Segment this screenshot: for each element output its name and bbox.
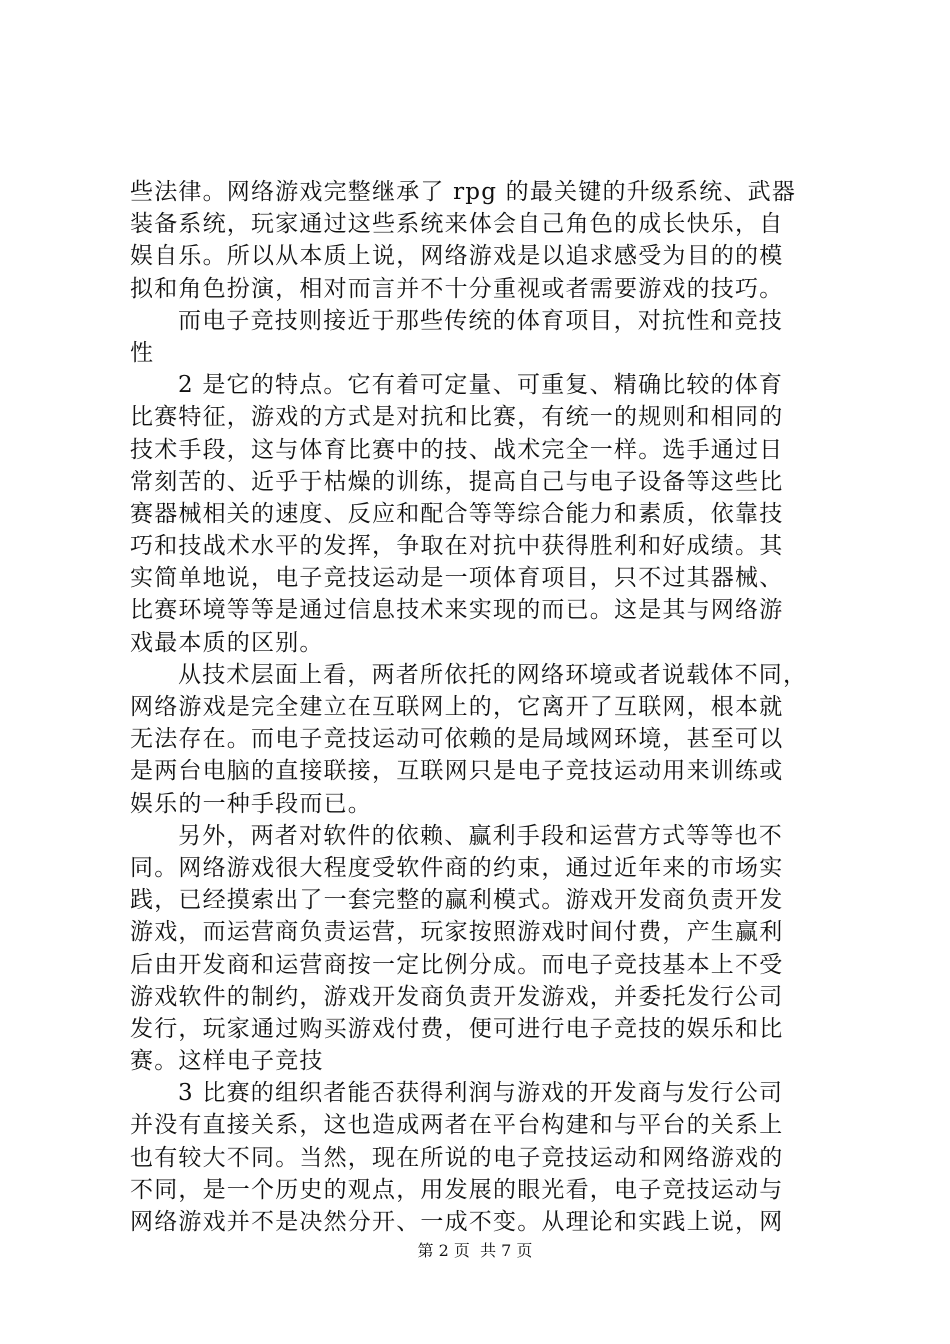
text-line: 实简单地说，电子竞技运动是一项体育项目，只不过其器械、 [130, 565, 784, 592]
text-line: 不同，是一个历史的观点，用发展的眼光看，电子竞技运动与 [130, 1176, 784, 1203]
text-line: 娱自乐。所以从本质上说，网络游戏是以追求感受为目的的模 [130, 243, 784, 270]
text-line: 2 是它的特点。它有着可定量、可重复、精确比较的体育 [178, 372, 784, 399]
text-line: 也有较大不同。当然，现在所说的电子竞技运动和网络游戏的 [130, 1144, 784, 1171]
text-line: 装备系统，玩家通过这些系统来体会自己角色的成长快乐，自 [130, 211, 784, 238]
text-line: 同。网络游戏很大程度受软件商的约束，通过近年来的市场实 [130, 854, 784, 881]
text-line: 些法律。网络游戏完整继承了 rpg 的最关键的升级系统、武器 [130, 179, 797, 205]
text-line: 游戏，而运营商负责运营，玩家按照游戏时间付费，产生赢利 [130, 919, 784, 946]
text-line: 而电子竞技则接近于那些传统的体育项目，对抗性和竞技 [178, 307, 783, 334]
text-line: 常刻苦的、近乎于枯燥的训练，提高自己与电子设备等这些比 [130, 468, 784, 495]
text-line: 技术手段，这与体育比赛中的技、战术完全一样。选手通过日 [130, 436, 784, 463]
text-line: 无法存在。而电子竞技运动可依赖的是局域网环境，甚至可以 [130, 726, 784, 753]
text-line: 践，已经摸索出了一套完整的赢利模式。游戏开发商负责开发 [130, 887, 784, 914]
text-line: 网络游戏并不是决然分开、一成不变。从理论和实践上说，网 [130, 1209, 784, 1235]
footer-spacer [470, 1241, 480, 1260]
text-line: 比赛特征，游戏的方式是对抗和比赛，有统一的规则和相同的 [130, 404, 784, 431]
page-total: 共 7 页 [480, 1241, 533, 1260]
text-line: 另外，两者对软件的依赖、赢利手段和运营方式等等也不 [178, 822, 783, 849]
page-footer [0, 1241, 950, 1261]
text-line: 后由开发商和运营商按一定比例分成。而电子竞技基本上不受 [130, 951, 784, 978]
text-line: 从技术层面上看，两者所依托的网络环境或者说载体不同， [178, 661, 808, 688]
text-line: 赛。这样电子竞技 [130, 1048, 324, 1075]
page-number: 第 2 页 [417, 1241, 470, 1260]
text-line: 比赛环境等等是通过信息技术来实现的而已。这是其与网络游 [130, 597, 784, 624]
document-body [130, 176, 830, 1238]
text-line: 网络游戏是完全建立在互联网上的，它离开了互联网，根本就 [130, 694, 784, 720]
text-line: 是两台电脑的直接联接，互联网只是电子竞技运动用来训练或 [130, 758, 784, 785]
text-line: 3 比赛的组织者能否获得利润与游戏的开发商与发行公司 [178, 1080, 784, 1107]
text-line: 并没有直接关系，这也造成两者在平台构建和与平台的关系上 [130, 1112, 784, 1139]
text-line: 娱乐的一种手段而已。 [130, 790, 372, 817]
text-line: 游戏软件的制约，游戏开发商负责开发游戏，并委托发行公司 [130, 983, 784, 1010]
text-line: 拟和角色扮演，相对而言并不十分重视或者需要游戏的技巧。 [130, 275, 784, 302]
text-line: 性 [130, 339, 155, 366]
text-line: 戏最本质的区别。 [130, 629, 324, 656]
text-line: 巧和技战术水平的发挥，争取在对抗中获得胜利和好成绩。其 [130, 533, 784, 560]
text-line: 发行，玩家通过购买游戏付费，便可进行电子竞技的娱乐和比 [130, 1015, 784, 1042]
text-line: 赛器械相关的速度、反应和配合等等综合能力和素质，依靠技 [130, 500, 784, 527]
